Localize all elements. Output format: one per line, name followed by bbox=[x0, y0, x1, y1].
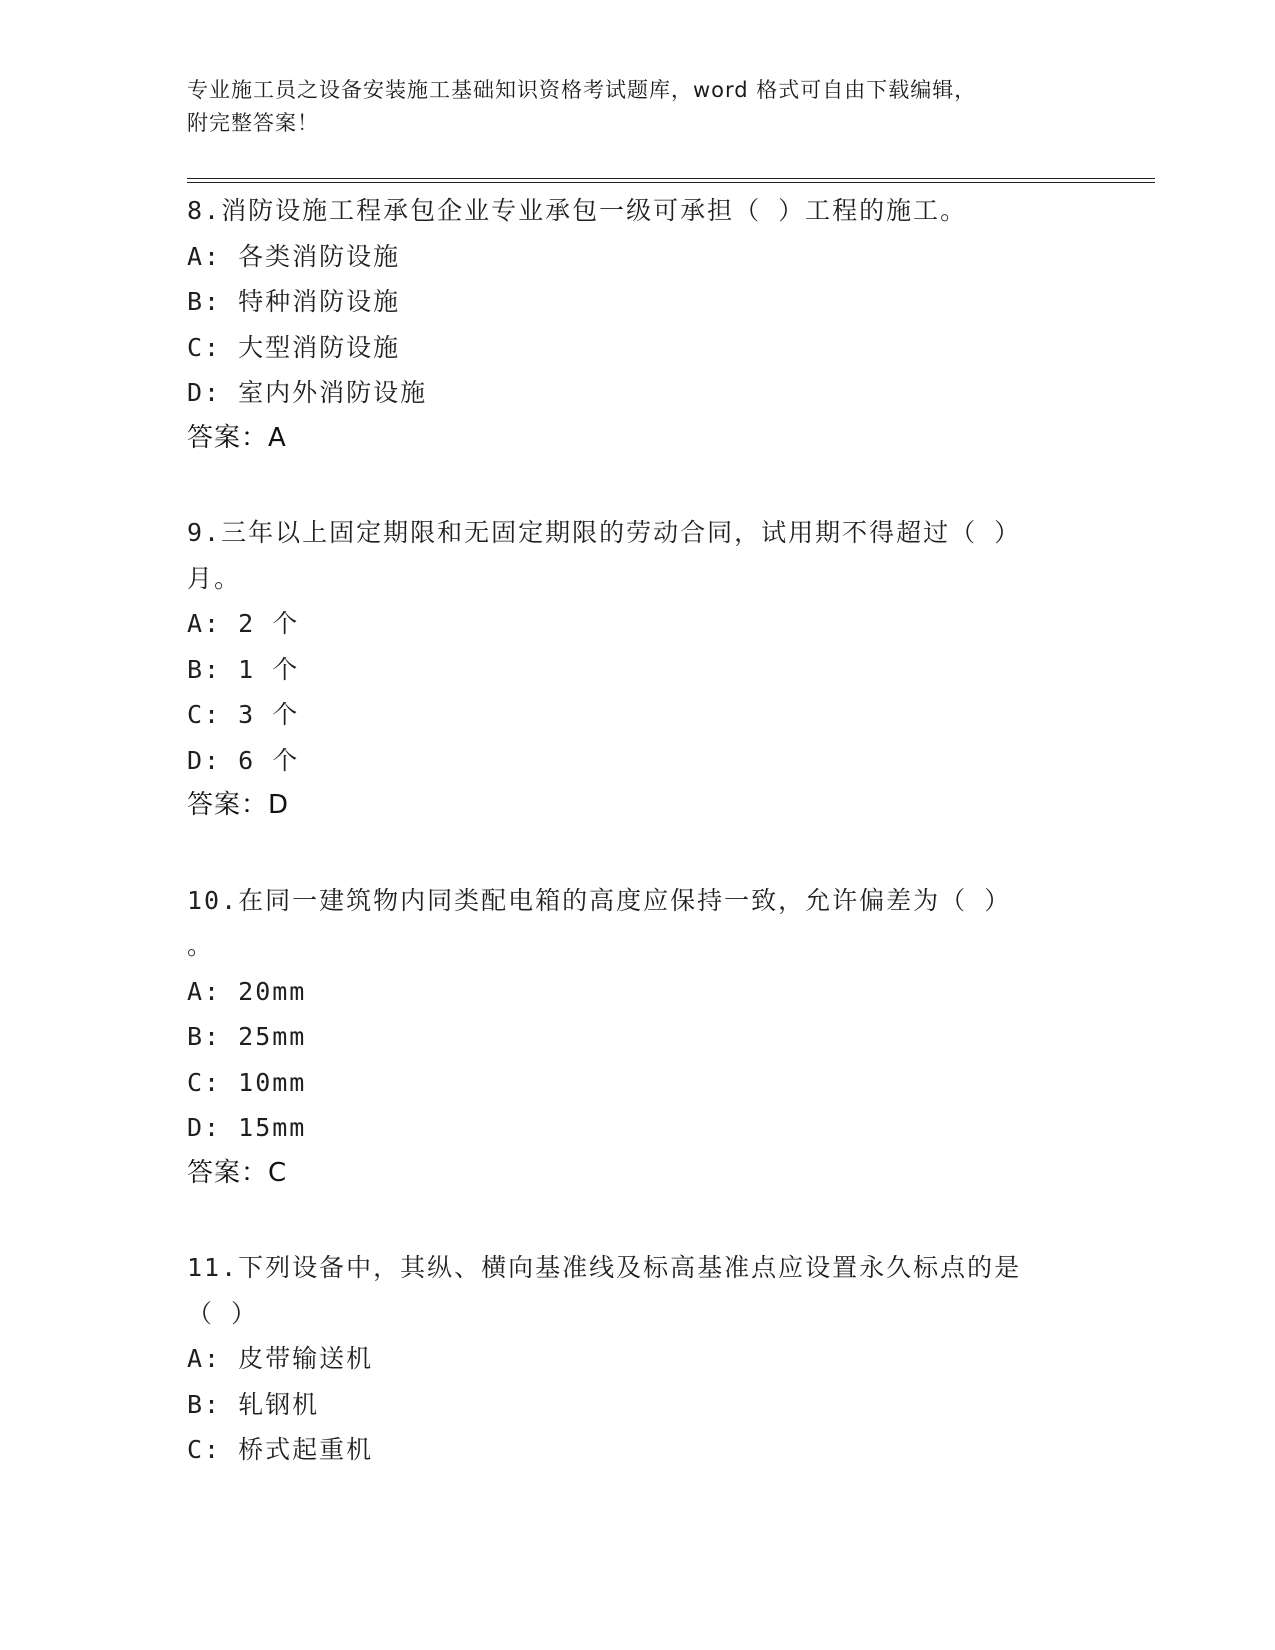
question-item bbox=[187, 188, 1107, 461]
option-a: A: 各类消防设施 bbox=[187, 241, 401, 271]
question-list bbox=[187, 188, 1107, 1522]
option-c: C: 桥式起重机 bbox=[187, 1435, 374, 1464]
option-b: B: 轧钢机 bbox=[187, 1389, 320, 1419]
answer-label: 答案：D bbox=[187, 790, 290, 820]
option-d: D: 15mm bbox=[187, 1113, 307, 1142]
question-stem: 8.消防设施工程承包企业专业承包一级可承担（ ）工程的施工。 bbox=[187, 196, 968, 225]
option-d: D: 室内外消防设施 bbox=[187, 378, 428, 407]
option-a: A: 皮带输送机 bbox=[187, 1344, 374, 1373]
option-b: B: 特种消防设施 bbox=[187, 287, 401, 316]
header-divider-top bbox=[187, 178, 1155, 179]
question-stem-continued: 月。 bbox=[187, 563, 242, 593]
question-stem-continued: 。 bbox=[187, 931, 215, 960]
option-a: A: 20mm bbox=[187, 976, 307, 1006]
question-item bbox=[187, 1245, 1107, 1473]
option-a: A: 2 个 bbox=[187, 609, 300, 638]
header-divider-bottom bbox=[187, 182, 1155, 183]
option-d: D: 6 个 bbox=[187, 745, 300, 775]
question-stem: 9.三年以上固定期限和无固定期限的劳动合同，试用期不得超过（ ） bbox=[187, 518, 1022, 547]
header-line-1: 专业施工员之设备安装施工基础知识资格考试题库，word 格式可自由下载编辑， bbox=[187, 78, 977, 102]
header-line-2: 附完整答案！ bbox=[187, 111, 319, 135]
question-item bbox=[187, 878, 1107, 1197]
question-stem: 10.在同一建筑物内同类配电箱的高度应保持一致，允许偏差为（ ） bbox=[187, 885, 1012, 915]
question-item bbox=[187, 510, 1107, 829]
option-c: C: 大型消防设施 bbox=[187, 332, 401, 362]
option-c: C: 10mm bbox=[187, 1067, 307, 1097]
document-header bbox=[187, 74, 1087, 140]
option-b: B: 25mm bbox=[187, 1022, 307, 1051]
answer-label: 答案：A bbox=[187, 422, 287, 453]
option-c: C: 3 个 bbox=[187, 700, 300, 729]
question-stem: 11.下列设备中，其纵、横向基准线及标高基准点应设置永久标点的是 bbox=[187, 1253, 1022, 1282]
option-b: B: 1 个 bbox=[187, 654, 300, 684]
answer-label: 答案：C bbox=[187, 1157, 288, 1188]
question-stem-continued: （ ） bbox=[187, 1298, 259, 1328]
